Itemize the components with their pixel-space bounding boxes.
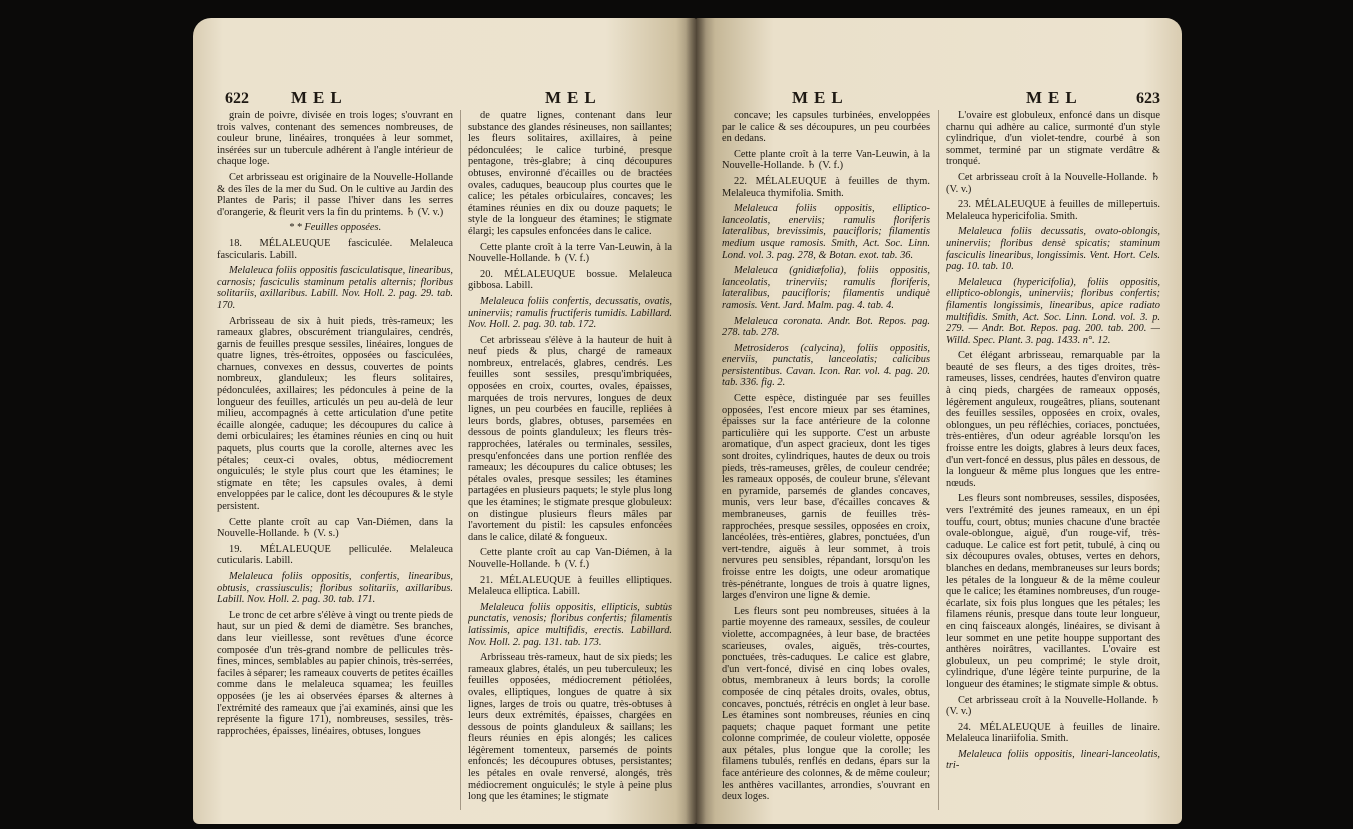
species-heading: 22. MÉLALEUQUE à feuilles de thym. Melaleuca thymifolia. Smith. [722, 175, 930, 199]
paragraph: Cet arbrisseau croît à la Nouvelle-Hollande. ♄ (V. v.) [946, 694, 1160, 718]
paragraph: Cet arbrisseau s'élève à la hauteur de huit à neuf pieds & plus, chargé de rameaux nombreux, entrelacés, glabres, cendrés. Les feuilles sont sessiles, presqu'imbriquées, opposées en croix, courtes, ovales, épaisses, marquées de trois nervures, longues de deux lignes, un peu courbées en faucille, repliées à leurs bords, glabres, obtuses, parsemées en dessous de points glanduleux; les fleurs très-rapprochées, latérales ou terminales, sessiles, presqu'enfoncées dans une portion renflée des rameaux; les découpures du calice obtuses; les pétales ovales, presque sessiles; les étamines partagées en plusieurs paquets; le style plus long que les étamines; le stigmate presque globuleux: on distingue plusieurs fleurs mâles par l'avortement du pistil: les capsules enfoncées dans le calice, dilaté & fongueux. [468, 334, 672, 543]
paragraph: Les fleurs sont nombreuses, sessiles, disposées, vers l'extrémité des jeunes rameaux, en un épi touffu, court, obtus; munies chacune d'une bractée ovale-oblongue, aiguë, d'un rouge-vif, très-caduque. Le calice est fort petit, tubulé, à cinq ou six découpures ovales, obtuses, vertes en dehors, blanches en dedans, membraneuses sur leurs bords; les pétales de la longueur & de la même couleur que le calice; les étamines nombreuses, d'un rouge-écarlate, six fois plus longues que les pétales; les filamens réunis, presque dans toute leur longueur, en cinq faisceaux alongés, linéaires, se divisant à leur sommet en une petite houppe supportant des anthères noirâtres, vacillantes. L'ovaire est globuleux, un peu comprimé; le style droit, cylindrique, d'une légère teinte purpurine, de la longueur des étamines; le stigmate simple & obtus. [946, 493, 1160, 690]
paragraph: Cette plante croît au cap Van-Diémen, dans la Nouvelle-Hollande. ♄ (V. s.) [217, 516, 453, 540]
species-heading: 19. MÉLALEUQUE pelliculée. Melaleuca cuticularis. Labill. [217, 543, 453, 567]
synonym: Metrosideros (calycina), foliis oppositis, enerviis, punctatis, lanceolatis; calicibus persistentibus. Cavan. Icon. Rar. vol. 4. pag. 20. tab. 336. fig. 2. [722, 342, 930, 389]
latin-diagnosis: Melaleuca foliis confertis, decussatis, ovatis, uninerviis; ramulis fructiferis tumidis. Labillard. Nov. Holl. 2. pag. 30. tab. 172. [468, 295, 672, 331]
left-page [193, 18, 696, 824]
paragraph: Cet arbrisseau est originaire de la Nouvelle-Hollande & des îles de la mer du Sud. On le cultive au Jardin des Plantes de Paris; il passe l'hiver dans les serres d'orangerie, & fleurit vers la fin du printems. ♄ (V. v.) [217, 171, 453, 218]
paragraph: Cette plante croît au cap Van-Diémen, à la Nouvelle-Hollande. ♄ (V. f.) [468, 547, 672, 570]
paragraph: Arbrisseau très-rameux, haut de six pieds; les rameaux glabres, étalés, un peu tuberculeux; les feuilles opposées, médiocrement pétiolées, ovales, elliptiques, longues de quatre à six lignes, larges de trois ou quatre, très-obtuses à leurs deux extrémités, épaisses, chargées en dessous de points glanduleux & saillans; les fleurs réunies en épis alongés; les calices légèrement tomenteux, parsemés de points enfoncés; les découpures obtuses, persistantes; les pétales en ovale renversé, alongés, très médiocrement onguiculés; le style à peine plus long que les étamines; le stigmate [468, 652, 672, 803]
paragraph: concave; les capsules turbinées, enveloppées par le calice & ses découpures, un peu courbées en dedans. [722, 110, 930, 145]
paragraph: Cette espèce, distinguée par ses feuilles opposées, l'est encore mieux par ses étamines, épaisses sur la face antérieure de la colonne particulière qui les supporte. C'est un arbuste aromatique, d'un aspect gracieux, dont les tiges sont droites, cylindriques, hautes de deux ou trois pieds, très-rameuses, grêles, de couleur cendrée; les rameaux opposés, de couleur brune, s'élevant en pyramide, parsemés de glandes concaves, munis, vers leur base, d'écailles concaves & membraneuses, garnis de feuilles très-rapprochées, presque sessiles, opposées en croix, lancéolées, très-entières, glabres, ponctuées, d'un vert-tendre, aiguës à leur sommet, à trois nervures peu sensibles, répandant, lorsqu'on les froisse entre les doigts, une odeur aromatique très-pénétrante, longues de trois à quatre lignes, larges d'environ une ligne & demie. [722, 393, 930, 602]
paragraph: Cette plante croît à la terre Van-Leuwin, à la Nouvelle-Hollande. ♄ (V. f.) [468, 241, 672, 265]
running-header-left-1: MEL [291, 88, 348, 107]
running-header-left-2: MEL [545, 88, 602, 107]
section-heading: * * Feuilles opposées. [288, 222, 382, 234]
latin-diagnosis: Melaleuca foliis decussatis, ovato-oblongis, uninerviis; floribus densè spicatis; staminum fasciculis linearibus, longissimis. Vent. Hort. Cels. pag. 10. tab. 10. [946, 226, 1160, 273]
page-number-left: 622 [225, 90, 249, 107]
species-heading: 18. MÉLALEUQUE fasciculée. Melaleuca fascicularis. Labill. [217, 237, 453, 261]
species-heading: 20. MÉLALEUQUE bossue. Melaleuca gibbosa. Labill. [468, 268, 672, 292]
column-divider [938, 110, 939, 810]
paragraph: Cet arbrisseau croît à la Nouvelle-Hollande. ♄ (V. v.) [946, 171, 1160, 195]
paragraph: Cet élégant arbrisseau, remarquable par la beauté de ses fleurs, a des tiges droites, très-rameuses, lisses, cendrées, hautes d'environ quatre à cinq pieds, chargées de rameaux opposés, légèrement anguleux, rougeâtres, plians, soutenant des feuilles sessiles, opposées en croix, ovales, oblongues, un peu réfléchies, coriaces, ponctuées, très-entières, d'un odeur agréable lorsqu'on les froisse entre les doigts, glabres à leurs deux faces, d'un vert-foncé en dessus, plus pâles en dessous, de la longueur & même plus longues que les entre-nœuds. [946, 350, 1160, 489]
latin-diagnosis: Melaleuca foliis oppositis, lineari-lanceolatis, tri- [946, 748, 1160, 772]
species-heading: 23. MÉLALEUQUE à feuilles de millepertuis. Melaleuca hypericifolia. Smith. [946, 199, 1160, 222]
left-page-column-1 [217, 110, 453, 820]
paragraph: Les fleurs sont peu nombreuses, situées à la partie moyenne des rameaux, sessiles, de couleur violette, accompagnées, à leur base, de bractées scarieuses, ovales, aiguës, très-courtes, ponctuées, très-caduques. Le calice est glabre, d'un vert-foncé, divisé en cinq lobes ovales, obtus, membraneux à leurs bords; la corolle composée de cinq pétales droits, ovales, obtus, concaves, ponctués, rétrécis en onglet à leur base. Les étamines sont nombreuses, réunies en cinq paquets; chaque paquet formant une petite colonne comprimée, de couleur violette, opposée aux pétales, plus longue que la corolle; les filamens tubulés, renflés en dedans, épars sur la face antérieure des colonnes, & de même couleur; les anthères vacillantes, arrondies, s'ouvrant en deux loges. [722, 605, 930, 803]
paragraph: grain de poivre, divisée en trois loges; s'ouvrant en trois valves, contenant des semences nombreuses, de couleur brune, linéaires, tronquées à leur sommet, insérées sur un tubercule adhérent à l'angle intérieur de chaque loge. [217, 110, 453, 168]
latin-diagnosis: Melaleuca foliis oppositis, confertis, linearibus, obtusis, crassiusculis; floribus solitariis, axillaribus. Labill. Nov. Holl. 2. pag. 30. tab. 171. [217, 570, 453, 606]
paragraph: Arbrisseau de six à huit pieds, très-rameux; les rameaux glabres, obscurément triangulaires, cendrés, garnis de feuilles presque sessiles, linéaires, longues de quatre lignes, très-étroites, opposées ou fasciculées, charnues, convexes en dessus, couvertes de points nombreux, glanduleux; les fleurs solitaires, pédonculées, axillaires; les pédoncules à peine de la longueur des feuilles, articulés un peu au-delà de leur milieu, accompagnés à cette articulation d'une petite écaille alongée, caduque; les découpures du calice à demi orbiculaires; les étamines réunies en cinq ou huit paquets, plus courts que la corolle, alternes avec les pétales; ceux-ci ovales, obtus, médiocrement onguiculés; le style plus court que les étamines; le stigmate en tête; les capsules ovales, à demi enveloppées par le calice, dont les découpures & le style persistent. [217, 315, 453, 512]
species-heading: 21. MÉLALEUQUE à feuilles elliptiques. Melaleuca elliptica. Labill. [468, 574, 672, 598]
right-page-column-2 [946, 110, 1160, 820]
running-header-right-1: MEL [792, 88, 849, 107]
right-page-column-1 [722, 110, 930, 820]
paragraph: L'ovaire est globuleux, enfoncé dans un disque charnu qui adhère au calice, surmonté d'un style cylindrique, d'un violet-tendre, courbé à son sommet, terminé par un stigmate verdâtre & tronqué. [946, 110, 1160, 168]
latin-diagnosis: Melaleuca (hypericifolia), foliis oppositis, elliptico-oblongis, uninerviis; floribus confertis; filamentis longissimis, linearibus, apice radiato multifidis. Smith, Act. Soc. Linn. Lond. vol. 3. p. 279. — Andr. Bot. Repos. pag. 200. tab. 200. — Willd. Spec. Plant. 3. pag. 1433. n°. 12. [946, 276, 1160, 346]
page-number-right: 623 [1136, 90, 1160, 107]
latin-diagnosis: Melaleuca foliis oppositis fasciculatisque, linearibus, carnosis; fasciculis staminum petalis alternis; floribus solitariis, axillaribus. Labill. Nov. Holl. 2. pag. 29. tab. 170. [217, 265, 453, 311]
column-divider [460, 110, 461, 810]
paragraph: de quatre lignes, contenant dans leur substance des glandes résineuses, non saillantes; les fleurs solitaires, axillaires, à peine pédonculées; le calice turbiné, presque pentagone, très-glabre; à cinq découpures obtuses, environné d'écailles ou de bractées ovales, caduques, beaucoup plus courtes que le calice; les pétales orbiculaires, concaves; les étamines réunies en dix ou douze paquets; le style de la longueur des étamines; le stigmate élargi; les capsules enfoncées dans le calice. [468, 110, 672, 237]
species-heading: 24. MÉLALEUQUE à feuilles de linaire. Melaleuca linariifolia. Smith. [946, 721, 1160, 745]
paragraph: Cette plante croît à la terre Van-Leuwin, à la Nouvelle-Hollande. ♄ (V. f.) [722, 148, 930, 172]
right-page [696, 18, 1182, 824]
running-header-right-2: MEL [1026, 88, 1083, 107]
latin-diagnosis: Melaleuca foliis oppositis, elliptico-lanceolatis, enerviis; ramulis floriferis lateralibus, brevissimis, paucifloris; filamentis medium usque ramosis. Smith, Act. Soc. Linn. Lond. vol. 3. pag. 278, & Botan. exot. tab. 36. [722, 203, 930, 261]
paragraph: Le tronc de cet arbre s'élève à vingt ou trente pieds de haut, sur un pied & demi de diamètre. Ses branches, dans leur vieillesse, sont revêtues d'une écorce composée d'un très-grand nombre de pellicules très-fines, minces, semblables au papier chinois, très-serrées, faciles à séparer; les rameaux couverts de petites écailles comme dans le melaleuca squamea; les feuilles opposées (je les ai observées éparses & alternes à l'extrémité des rameaux que j'ai examinés, ainsi que les représente la figure 171), nombreuses, sessiles, très-rapprochées, épaisses, linéaires, obtuses, longues [217, 609, 453, 737]
latin-diagnosis: Melaleuca (gnidiæfolia), foliis oppositis, lanceolatis, trinerviis; ramulis floriferis, lateralibus, paucifloris; filamentis undiquè ramosis. Vent. Jard. Malm. pag. 4. tab. 4. [722, 265, 930, 311]
latin-diagnosis: Melaleuca foliis oppositis, ellipticis, subtùs punctatis, venosis; floribus confertis; filamentis latissimis, apice multifidis, erectis. Labillard. Nov. Holl. 2. pag. 131. tab. 173. [468, 601, 672, 648]
synonym: Melaleuca coronata. Andr. Bot. Repos. pag. 278. tab. 278. [722, 315, 930, 339]
left-page-column-2 [468, 110, 672, 820]
book-gutter [686, 18, 706, 824]
